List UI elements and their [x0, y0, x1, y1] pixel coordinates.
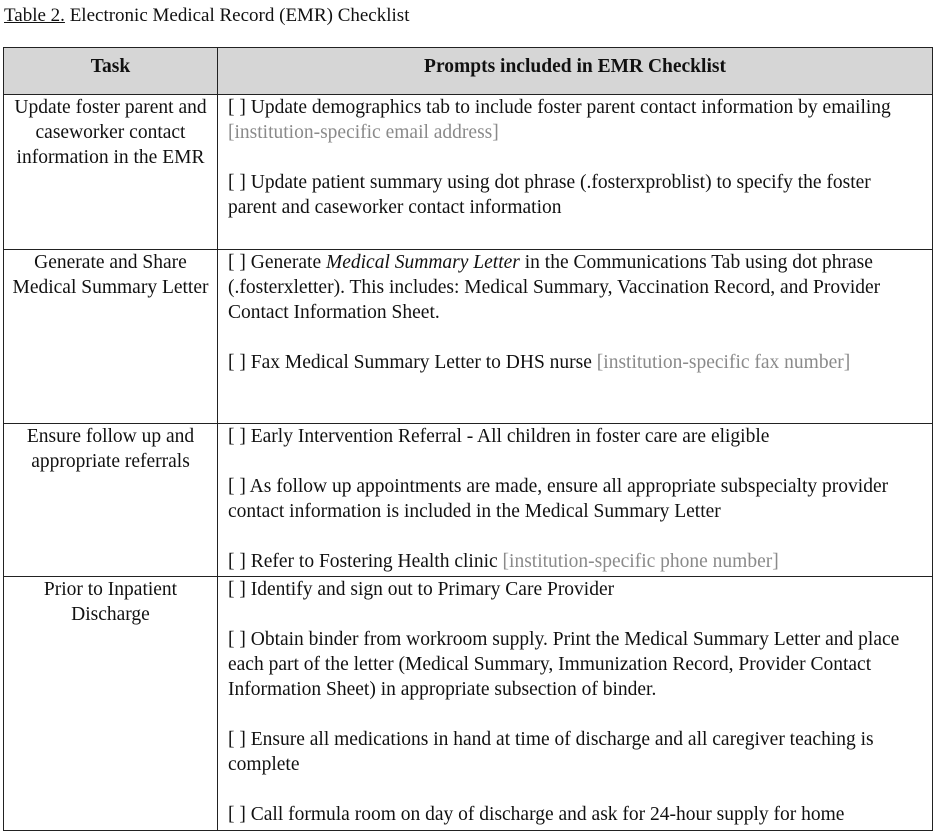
placeholder-text: [institution-specific fax number]: [596, 352, 851, 373]
header-row: [4, 48, 933, 95]
prompt-item: [ ] Update patient summary using dot phrase (.fosterxproblist) to specify the foster parent and caseworker contact information: [228, 172, 871, 218]
prompt-text: [ ] Update demographics tab to include foster parent contact information by emailing: [228, 97, 891, 118]
placeholder-text: [institution-specific phone number]: [502, 551, 779, 572]
task-cell: Generate and Share Medical Summary Letter: [4, 250, 218, 424]
emr-checklist-table: [3, 47, 933, 831]
prompt-item: [228, 95, 922, 145]
prompts-cell: [218, 577, 933, 831]
table-row: [4, 424, 933, 577]
prompt-italic-text: Medical Summary Letter: [325, 252, 520, 273]
placeholder-text: [institution-specific email address]: [228, 122, 499, 143]
prompt-item: [ ] Identify and sign out to Primary Care Provider: [228, 579, 615, 600]
prompts-cell: [218, 250, 933, 424]
header-prompts: Prompts included in EMR Checklist: [218, 48, 933, 95]
prompt-item: [ ] Ensure all medications in hand at time of discharge and all caregiver teaching is complete: [228, 729, 874, 775]
table-row: [4, 95, 933, 250]
prompt-item: [ ] Early Intervention Referral - All children in foster care are eligible: [228, 426, 770, 447]
prompt-item: [ ] Obtain binder from workroom supply. Print the Medical Summary Letter and place each part of the letter (Medical Summary, Immunization Record, Provider Contact Information Sheet) in appropriate subsection of binder.: [228, 629, 900, 700]
task-cell: Update foster parent and caseworker contact information in the EMR: [4, 95, 218, 250]
table-row: [4, 250, 933, 424]
prompt-text: [ ] Refer to Fostering Health clinic: [228, 551, 503, 572]
prompt-text: in the Communications Tab using dot phrase (.fosterxletter). This includes: Medical Summary, Vaccination Record, and Provider Contact Information Sheet.: [228, 252, 881, 323]
task-cell: Ensure follow up and appropriate referrals: [4, 424, 218, 577]
prompt-item: [ ] Call formula room on day of discharge and ask for 24-hour supply for home: [228, 804, 845, 825]
table-caption: [4, 5, 409, 27]
header-task: Task: [4, 48, 218, 95]
prompt-item: [228, 250, 922, 325]
table-row: [4, 577, 933, 831]
prompt-text: [ ] Fax Medical Summary Letter to DHS nurse: [228, 352, 597, 373]
table-title: Electronic Medical Record (EMR) Checklist: [69, 5, 410, 26]
prompt-item: [228, 350, 922, 375]
task-cell: Prior to Inpatient Discharge: [4, 577, 218, 831]
prompts-cell: [218, 424, 933, 577]
prompt-text: [ ] Generate: [228, 252, 326, 273]
table-number: Table 2.: [4, 5, 65, 26]
prompt-item: [228, 549, 922, 574]
prompts-cell: [218, 95, 933, 250]
prompt-item: [ ] As follow up appointments are made, ensure all appropriate subspecialty provider contact information is included in the Medical Summary Letter: [228, 476, 889, 522]
